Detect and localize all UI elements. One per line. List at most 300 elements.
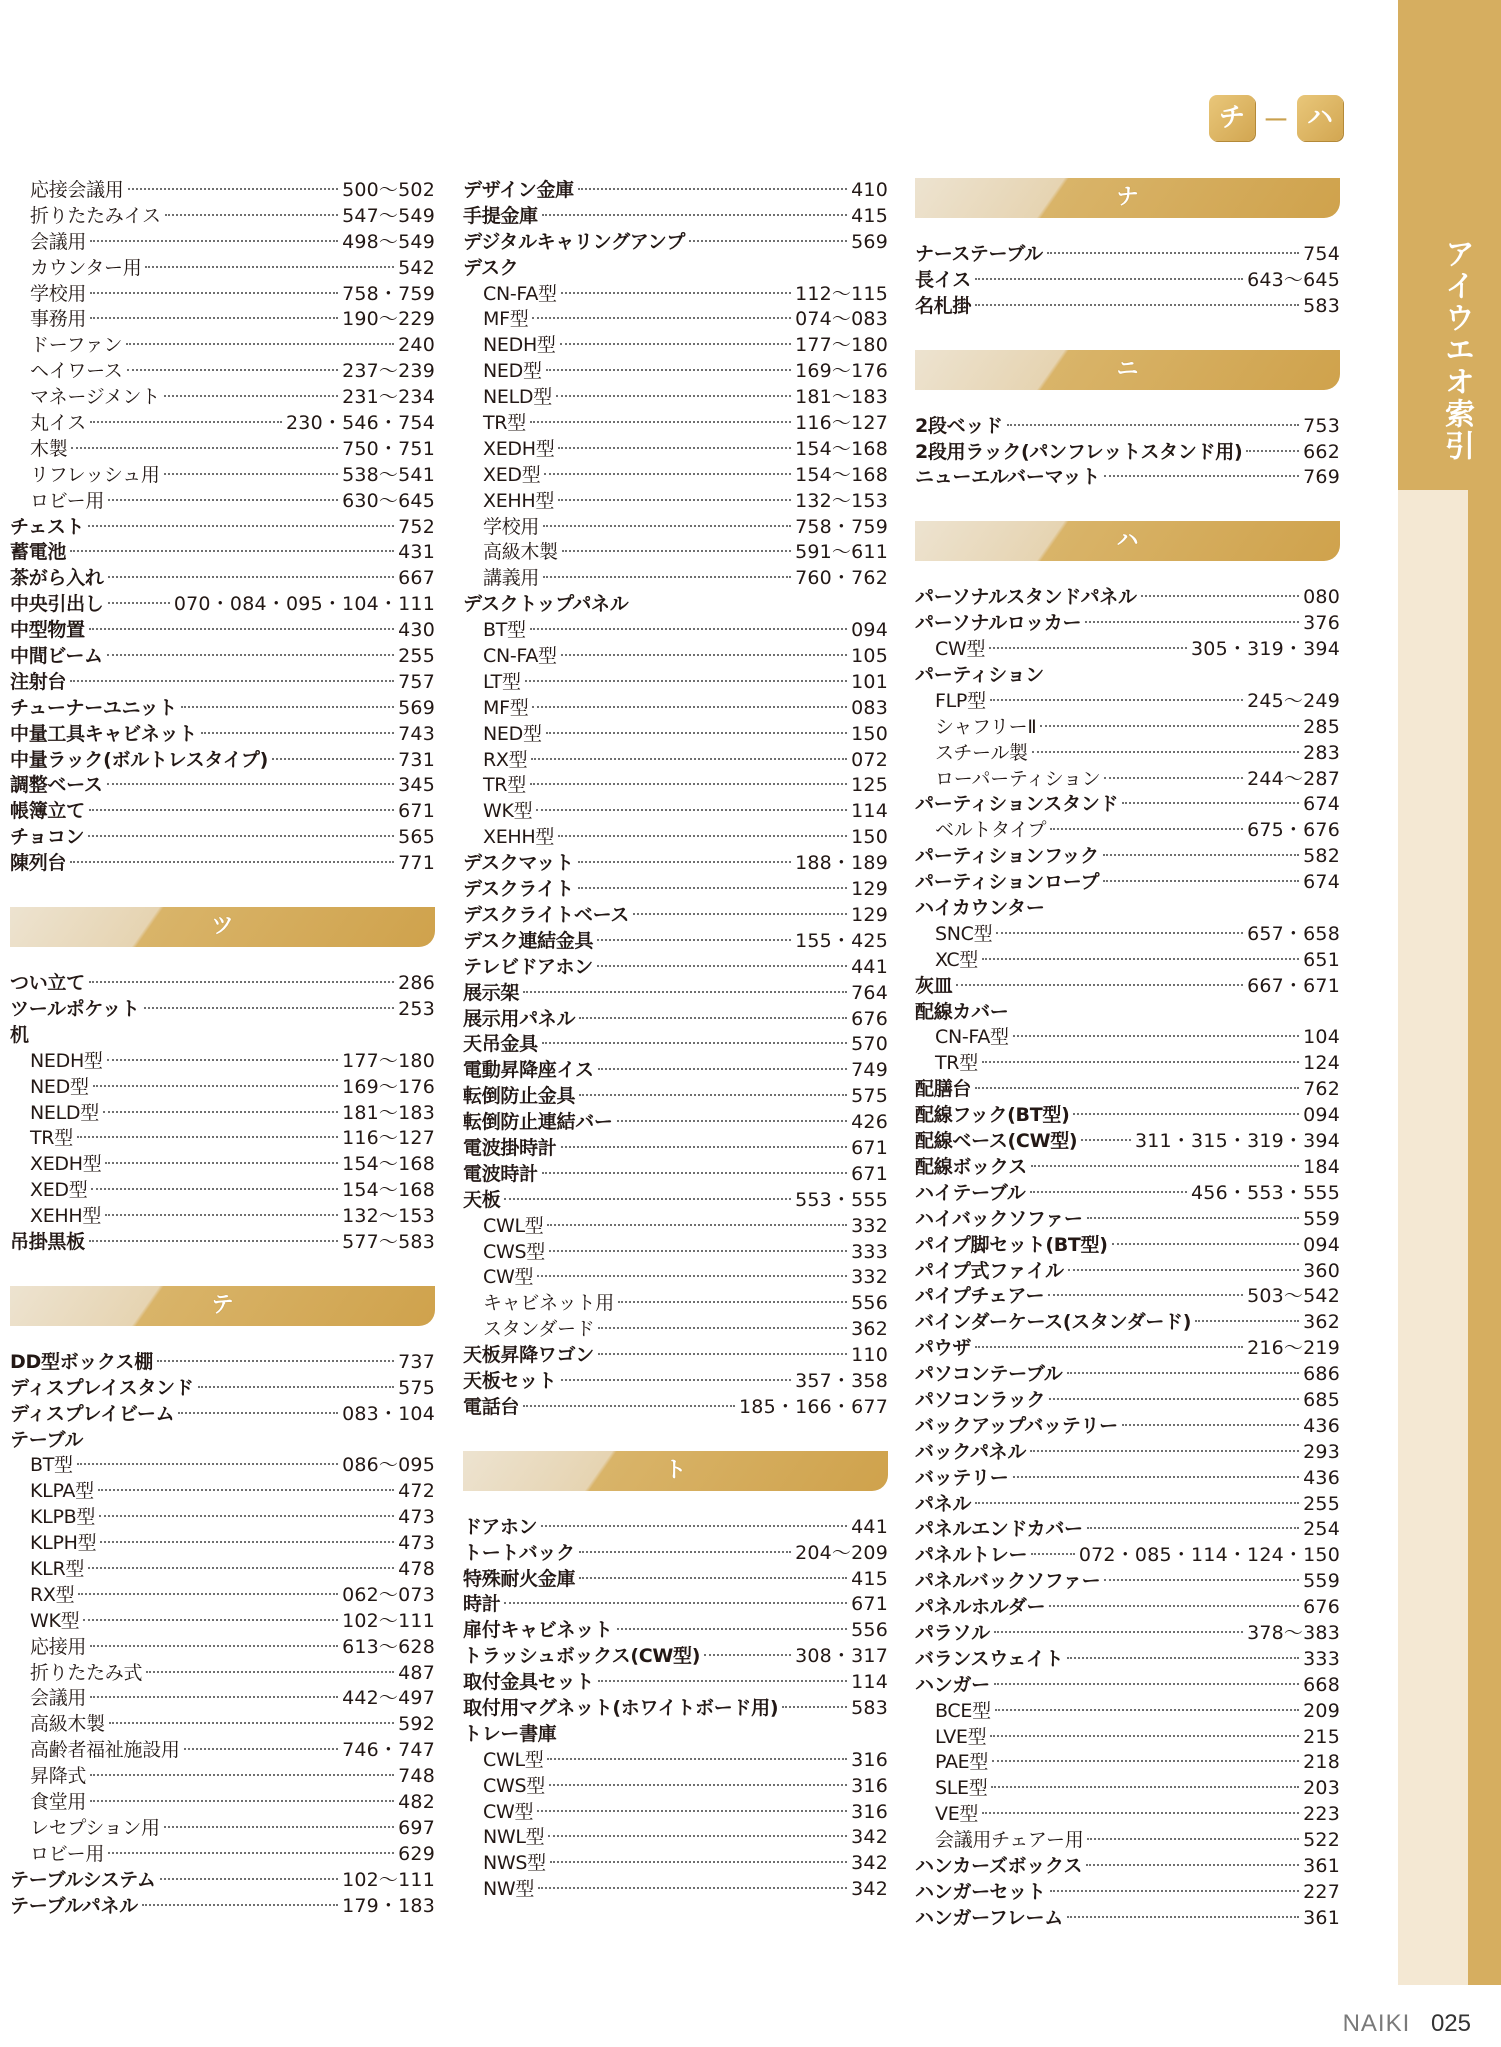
index-entry (463, 1214, 888, 1240)
entry-label: 展示架 (463, 981, 520, 1004)
index-entry (915, 1673, 1340, 1699)
index-entry (915, 1414, 1340, 1440)
entry-label: ハンガーフレーム (915, 1906, 1063, 1929)
section-header-title: テ (211, 1292, 234, 1318)
dot-leader (1246, 450, 1299, 452)
index-entry (915, 242, 1340, 268)
index-entry (10, 1868, 435, 1894)
index-entry (10, 1661, 435, 1687)
dot-leader (1047, 252, 1299, 254)
entry-page: 769 (1303, 466, 1340, 489)
entry-label: 展示用パネル (463, 1007, 576, 1030)
entry-label: KLR型 (30, 1557, 85, 1580)
entry-label: 学校用 (483, 515, 540, 538)
dot-leader (523, 991, 847, 993)
dot-leader (103, 1111, 338, 1113)
index-entry (10, 1635, 435, 1661)
index-entry (915, 1828, 1340, 1854)
dot-leader (157, 1360, 394, 1362)
entry-label: パウザ (915, 1337, 972, 1360)
entry-page: 731 (398, 748, 435, 771)
entry-label: 折りたたみイス (30, 204, 161, 227)
dot-leader (975, 278, 1243, 280)
index-entry (463, 618, 888, 644)
entry-page: 190〜229 (342, 308, 435, 331)
dot-leader (782, 1706, 847, 1708)
entry-page: 237〜239 (342, 360, 435, 383)
entry-page: 538〜541 (342, 463, 435, 486)
index-entry (463, 1395, 888, 1421)
entry-page: 184 (1303, 1155, 1340, 1178)
entry-label: デスクライト (463, 878, 574, 901)
entry-page: 154〜168 (795, 463, 888, 486)
dot-leader (598, 1327, 847, 1329)
entry-page: 360 (1303, 1259, 1340, 1282)
index-entry (10, 1609, 435, 1635)
entry-page: 333 (1303, 1647, 1340, 1670)
index-entry (915, 1103, 1340, 1129)
entry-page: 753 (1303, 414, 1340, 437)
dot-leader (1013, 1035, 1299, 1037)
dot-leader (1141, 595, 1299, 597)
entry-page: 754 (1303, 243, 1340, 265)
index-entry (463, 1800, 888, 1826)
entry-label: 天板昇降ワゴン (463, 1344, 594, 1367)
entry-label: 会議用チェアー用 (935, 1829, 1084, 1852)
entry-label: NED型 (30, 1075, 89, 1098)
entry-page: 771 (398, 852, 435, 875)
index-entry (915, 1750, 1340, 1776)
entry-page: 209 (1303, 1699, 1340, 1722)
entry-label: 事務用 (30, 308, 87, 331)
dot-leader (1013, 1476, 1300, 1478)
entry-page: 154〜168 (342, 1179, 435, 1202)
entry-page: 473 (398, 1532, 435, 1555)
entry-label: WK型 (483, 800, 533, 823)
entry-label: パソコンテーブル (915, 1363, 1063, 1386)
entry-label: 転倒防止金具 (463, 1085, 576, 1108)
dot-leader (165, 214, 338, 216)
entry-label: デスクライトベース (463, 903, 630, 926)
index-entry (10, 385, 435, 411)
entry-page: 570 (851, 1033, 888, 1056)
dot-leader (994, 1683, 1299, 1685)
index-entry (915, 767, 1340, 793)
entry-page: 415 (851, 1567, 888, 1590)
entry-page: 559 (1303, 1207, 1340, 1230)
section-header (10, 907, 435, 947)
index-entry (915, 1906, 1340, 1932)
entry-page: 676 (1303, 1596, 1340, 1619)
index-entry (463, 981, 888, 1007)
index-entry (915, 1155, 1340, 1181)
index-entry (915, 1517, 1340, 1543)
entry-page: 556 (851, 1292, 888, 1315)
index-entry (10, 1505, 435, 1531)
dot-leader (543, 576, 791, 578)
index-entry (915, 637, 1340, 663)
entry-label: 手提金庫 (463, 204, 538, 227)
entry-label: パーティションフック (915, 845, 1099, 868)
dot-leader (542, 1042, 847, 1044)
dot-leader (1049, 1605, 1299, 1607)
entry-label: SNC型 (935, 922, 993, 945)
dot-leader (975, 304, 1299, 306)
entry-label: TR型 (935, 1052, 978, 1075)
entry-page: 083・104 (342, 1402, 435, 1425)
index-entry (10, 1531, 435, 1557)
entry-label: キャビネット用 (483, 1292, 614, 1315)
index-entry (463, 256, 888, 282)
dot-leader (70, 550, 394, 552)
entry-label: CN-FA型 (935, 1026, 1009, 1049)
entry-label: 茶がら入れ (10, 567, 104, 590)
section-header (10, 1286, 435, 1326)
entry-label: CWL型 (483, 1214, 544, 1237)
entry-label: KLPA型 (30, 1480, 94, 1503)
dot-leader (107, 654, 394, 656)
entry-label: XEDH型 (483, 437, 555, 460)
index-entry (463, 282, 888, 308)
dot-leader (992, 1760, 1299, 1762)
entry-page: 072 (851, 748, 888, 771)
dot-leader (181, 706, 394, 708)
entry-page: 316 (851, 1800, 888, 1823)
dot-leader (77, 1136, 338, 1138)
dot-leader (982, 1061, 1299, 1063)
entry-page: 094 (1303, 1104, 1340, 1127)
entry-label: バッテリー (915, 1466, 1009, 1489)
index-entry (463, 773, 888, 799)
entry-label: パネル (915, 1492, 972, 1515)
side-tab-title: アイウエオ索引 (1439, 238, 1474, 462)
entry-page: 342 (851, 1826, 888, 1849)
entry-label: パーティションロープ (915, 871, 1100, 894)
range-to-badge: ハ (1297, 95, 1343, 141)
entry-label: 天吊金具 (463, 1033, 538, 1056)
dot-leader (91, 1188, 338, 1190)
index-entry (463, 1162, 888, 1188)
index-entry (10, 230, 435, 256)
entry-label: 中型物置 (10, 619, 85, 642)
index-entry (463, 1110, 888, 1136)
index-entry (10, 1453, 435, 1479)
entry-page: 125 (851, 774, 888, 797)
entry-page: 124 (1303, 1052, 1340, 1075)
entry-page: 750・751 (342, 437, 435, 460)
section-header-title: ハ (1116, 528, 1139, 554)
dot-leader (549, 1784, 847, 1786)
dot-leader (108, 499, 338, 501)
index-entry (463, 178, 888, 204)
dot-leader (1086, 1864, 1299, 1866)
entry-label: CN-FA型 (483, 282, 557, 305)
entry-page: 342 (851, 1878, 888, 1901)
dot-leader (108, 1852, 394, 1854)
entry-page: 569 (398, 696, 435, 719)
entry-label: チョコン (10, 826, 85, 849)
entry-label: XEHH型 (483, 489, 555, 512)
index-entry (915, 1025, 1340, 1051)
entry-label: 配線ベース(CW型) (915, 1130, 1078, 1153)
entry-page: 415 (851, 204, 888, 227)
entry-label: CW型 (483, 1800, 534, 1823)
index-entry (10, 178, 435, 204)
dot-leader (633, 913, 847, 915)
entry-label: 応接会議用 (30, 179, 124, 201)
entry-page: 758・759 (342, 282, 435, 305)
entry-label: BCE型 (935, 1699, 991, 1722)
entry-page: 764 (851, 981, 888, 1004)
entry-page: 245〜249 (1247, 689, 1340, 712)
entry-label: パラソル (915, 1621, 990, 1644)
dot-leader (579, 1094, 847, 1096)
dot-leader (160, 1878, 339, 1880)
entry-label: 中央引出し (10, 593, 104, 616)
dot-leader (164, 473, 338, 475)
entry-label: 調整ベース (10, 774, 103, 797)
dot-leader (1048, 1294, 1243, 1296)
entry-page: 105 (851, 645, 888, 668)
entry-page: 253 (398, 997, 435, 1020)
dot-leader (598, 1353, 847, 1355)
dot-leader (617, 1120, 848, 1122)
section-header-title: ニ (1116, 356, 1139, 382)
entry-page: 629 (398, 1842, 435, 1865)
index-entry (915, 1129, 1340, 1155)
index-entry (463, 385, 888, 411)
entry-page: 575 (398, 1376, 435, 1399)
entry-page: 112〜115 (795, 282, 888, 305)
entry-label: 配膳台 (915, 1078, 972, 1101)
entry-label: 会議用 (30, 1687, 87, 1710)
entry-label: XEHH型 (30, 1205, 102, 1228)
entry-label: XED型 (483, 463, 541, 486)
entry-label: 木製 (30, 437, 68, 460)
entry-page: 179・183 (342, 1894, 435, 1917)
dot-leader (547, 1224, 847, 1226)
entry-page: 185・166・677 (739, 1395, 888, 1418)
entry-page: 482 (398, 1790, 435, 1813)
dot-leader (1050, 828, 1243, 830)
index-entry (463, 1541, 888, 1567)
dot-leader (89, 628, 394, 630)
index-entry (463, 1644, 888, 1670)
index-entry (915, 585, 1340, 611)
index-entry (10, 1152, 435, 1178)
section-header (915, 178, 1340, 218)
dot-leader (90, 292, 338, 294)
entry-page: 227 (1303, 1880, 1340, 1903)
dot-leader (541, 1525, 847, 1527)
dot-leader (98, 1489, 394, 1491)
entry-page: 630〜645 (342, 489, 435, 512)
index-entry (463, 230, 888, 256)
entry-page: 503〜542 (1247, 1285, 1340, 1308)
entry-label: パーティションスタンド (915, 793, 1119, 816)
index-entry (915, 1621, 1340, 1647)
dot-leader (598, 1068, 847, 1070)
index-entry (463, 877, 888, 903)
entry-page: 556 (851, 1619, 888, 1642)
entry-label: 高齢者福祉施設用 (30, 1739, 180, 1762)
entry-label: 食堂用 (30, 1790, 87, 1813)
entry-label: ロビー用 (30, 489, 105, 512)
index-entry (10, 644, 435, 670)
entry-label: 取付金具セット (463, 1671, 594, 1694)
dot-leader (543, 525, 791, 527)
index-entry (915, 1880, 1340, 1906)
dot-leader (617, 1628, 848, 1630)
index-entry (463, 722, 888, 748)
entry-page: 743 (398, 722, 435, 745)
dot-leader (525, 680, 847, 682)
dot-leader (537, 1810, 847, 1812)
dot-leader (164, 1826, 394, 1828)
index-entry (463, 1877, 888, 1903)
index-entry (915, 1595, 1340, 1621)
entry-page: 498〜549 (342, 230, 435, 253)
entry-page: 500〜502 (342, 179, 435, 201)
index-entry (10, 1049, 435, 1075)
entry-page: 244〜287 (1247, 767, 1340, 790)
index-entry (463, 1032, 888, 1058)
entry-label: 昇降式 (30, 1765, 87, 1788)
entry-label: バックパネル (915, 1440, 1027, 1463)
entry-label: ハイバックソファー (915, 1207, 1083, 1230)
entry-label: 高級木製 (30, 1713, 105, 1736)
side-strip-edge (1468, 490, 1501, 1985)
entry-label: 2段ベッド (915, 414, 1003, 437)
entry-page: 332 (851, 1214, 888, 1237)
index-entry (10, 1178, 435, 1204)
entry-page: 316 (851, 1748, 888, 1771)
index-entry (10, 825, 435, 851)
entry-page: 522 (1303, 1829, 1340, 1852)
entry-label: XEHH型 (483, 826, 555, 849)
index-entry (10, 1764, 435, 1790)
index-entry (915, 844, 1340, 870)
section-header-title: ト (664, 1457, 687, 1483)
dot-leader (994, 1631, 1243, 1633)
dot-leader (550, 1861, 847, 1863)
dot-leader (1050, 1890, 1300, 1892)
index-entry (463, 1515, 888, 1541)
dot-leader (558, 835, 847, 837)
index-entry (915, 1233, 1340, 1259)
entry-page: 487 (398, 1661, 435, 1684)
entry-label: WK型 (30, 1609, 80, 1632)
entry-label: ディスプレイスタンド (10, 1376, 194, 1399)
index-entry (915, 1077, 1340, 1103)
dot-leader (1087, 1527, 1299, 1529)
entry-page: 129 (851, 878, 888, 901)
dot-leader (561, 654, 847, 656)
entry-page: 472 (398, 1480, 435, 1503)
section-header (915, 521, 1340, 561)
index-entry (463, 644, 888, 670)
index-entry (10, 592, 435, 618)
entry-page: 169〜176 (795, 360, 888, 383)
dot-leader (1031, 1165, 1299, 1167)
index-entry (463, 437, 888, 463)
dot-leader (542, 214, 847, 216)
index-entry (915, 1310, 1340, 1336)
dot-leader (618, 1301, 847, 1303)
index-entry (915, 1284, 1340, 1310)
entry-page: 430 (398, 619, 435, 642)
index-entry (463, 1774, 888, 1800)
entry-page: 757 (398, 670, 435, 693)
entry-label: 電話台 (463, 1395, 520, 1418)
index-entry (463, 566, 888, 592)
dot-leader (597, 965, 847, 967)
index-entry (915, 1802, 1340, 1828)
index-entry (463, 825, 888, 851)
index-entry (463, 463, 888, 489)
dot-leader (142, 1904, 338, 1906)
dot-leader (982, 1812, 1299, 1814)
index-entry (463, 1618, 888, 1644)
index-entry (463, 799, 888, 825)
index-entry (10, 748, 435, 774)
entry-label: 高級木製 (483, 541, 558, 564)
entry-page: 188・189 (795, 852, 888, 875)
index-entry (10, 1075, 435, 1101)
entry-label: 名札掛 (915, 294, 972, 317)
index-entry (463, 359, 888, 385)
entry-page: 361 (1303, 1854, 1340, 1877)
dot-leader (178, 1412, 338, 1414)
entry-label: ハイテーブル (915, 1181, 1026, 1204)
dot-leader (83, 1619, 338, 1621)
index-entry (915, 1492, 1340, 1518)
entry-label: テーブルシステム (10, 1868, 156, 1891)
index-entry (10, 1204, 435, 1230)
entry-page: 116〜127 (795, 412, 888, 435)
dot-leader (1007, 424, 1299, 426)
entry-page: 667 (398, 567, 435, 590)
index-entry (915, 1569, 1340, 1595)
entry-page: 643〜645 (1247, 268, 1340, 291)
dot-leader (975, 1346, 1243, 1348)
entry-page: 674 (1303, 871, 1340, 894)
index-entry (10, 307, 435, 333)
dot-leader (89, 1240, 338, 1242)
index-entry (463, 1748, 888, 1774)
entry-page: 559 (1303, 1570, 1340, 1593)
entry-label: デジタルキャリングアンプ (463, 230, 686, 253)
dot-leader (547, 1758, 847, 1760)
entry-label: ツールポケット (10, 997, 140, 1020)
dot-leader (109, 1722, 394, 1724)
entry-page: 671 (851, 1593, 888, 1616)
entry-page: 230・546・754 (286, 412, 435, 435)
index-entry (463, 489, 888, 515)
entry-label: NED型 (483, 722, 542, 745)
entry-label: 電動昇降座イス (463, 1059, 594, 1082)
dot-leader (88, 835, 394, 837)
entry-page: 154〜168 (795, 437, 888, 460)
dot-leader (1104, 1579, 1299, 1581)
index-entry (463, 1084, 888, 1110)
dot-leader (578, 188, 847, 190)
entry-label: 帳簿立て (10, 800, 85, 823)
entry-page: 181〜183 (795, 386, 888, 409)
entry-page: 667・671 (1247, 974, 1340, 997)
entry-label: 折りたたみ式 (30, 1661, 143, 1684)
dot-leader (99, 1515, 394, 1517)
